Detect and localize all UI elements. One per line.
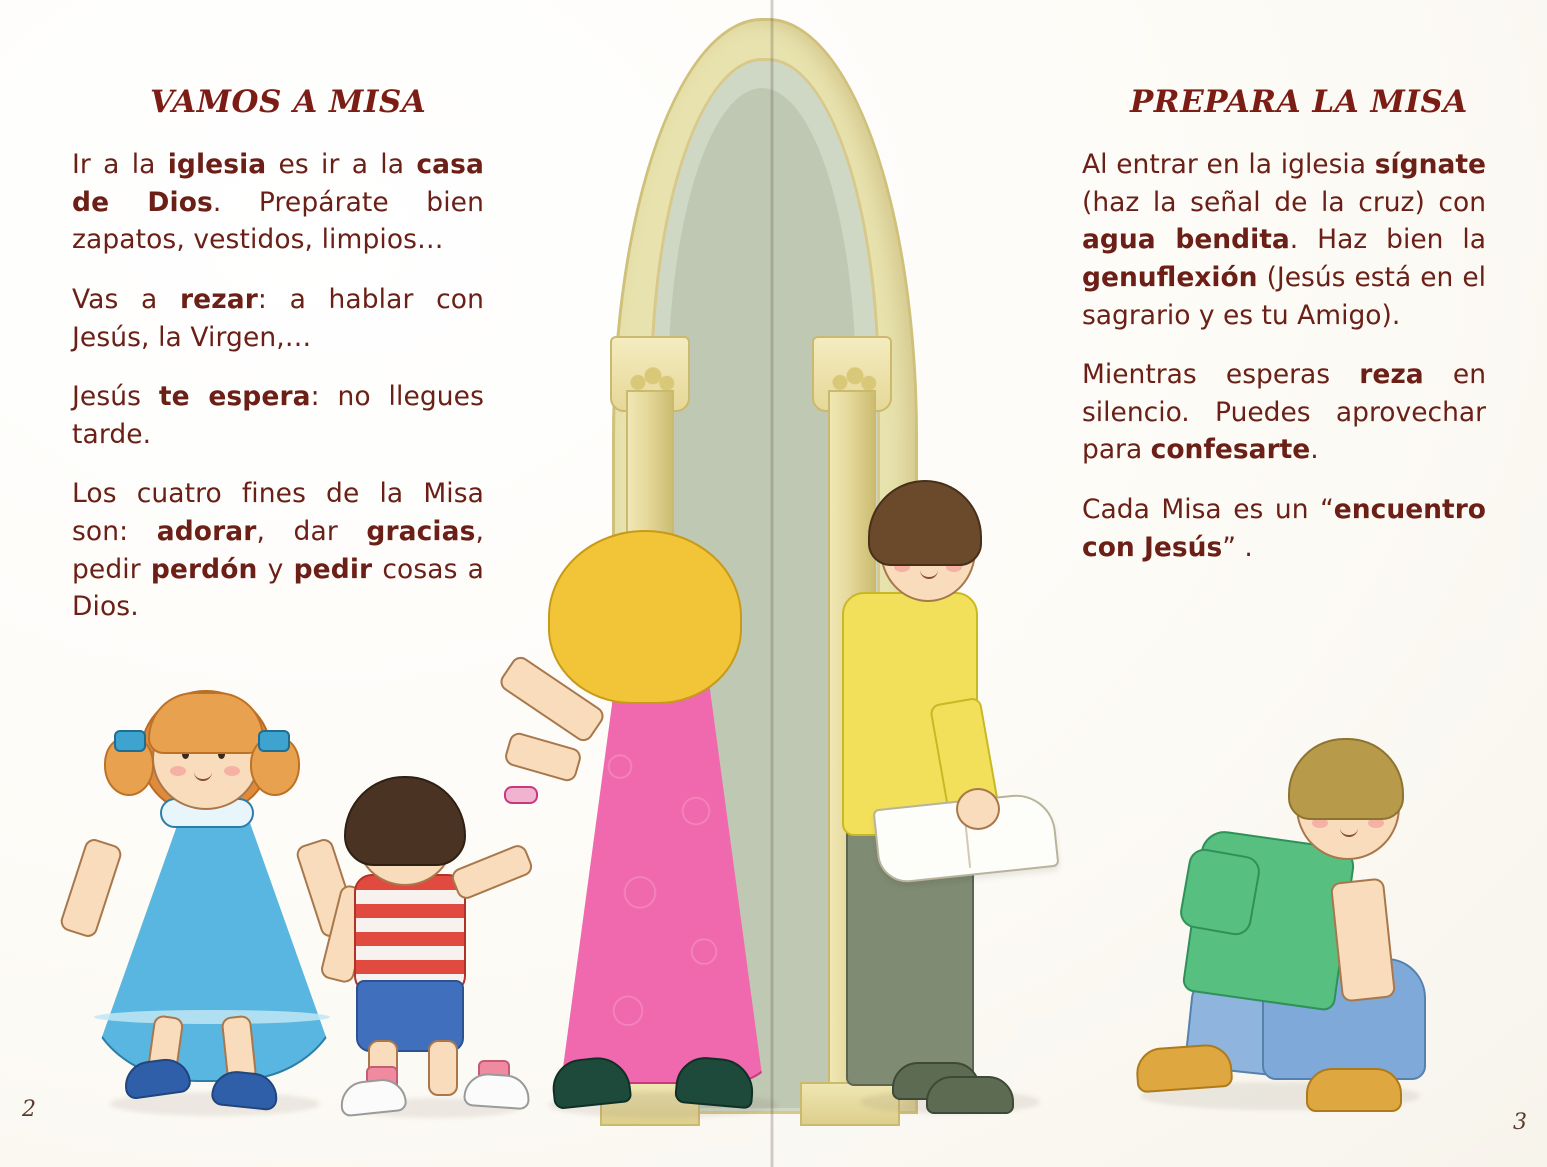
body-text: Los cuatro fines de la Misa son: [72, 478, 484, 547]
emphasis-text: pedir [293, 553, 373, 585]
paragraph [72, 378, 484, 453]
body-text: y [257, 553, 294, 585]
emphasis-text: iglesia [167, 149, 267, 180]
body-text: , pedir [72, 516, 485, 585]
book-gutter-fold [770, 0, 774, 1167]
body-text: . Haz bien la [1289, 224, 1486, 256]
emphasis-text: rezar [180, 283, 258, 315]
body-text: cosas a Dios. [72, 553, 484, 623]
emphasis-text: encuentro con Jesús [1082, 494, 1486, 563]
emphasis-text: agua bendita [1082, 224, 1290, 256]
paragraph [1082, 356, 1486, 469]
body-text: ” . [1222, 531, 1253, 563]
page-number-right: 3 [1513, 1110, 1527, 1135]
body-text: : no llegues tarde. [72, 381, 484, 450]
paragraph [72, 475, 484, 626]
right-page-paragraphs [1082, 146, 1486, 566]
emphasis-text: sígnate [1374, 149, 1486, 180]
body-text: : a hablar con Jesús, la Virgen,… [72, 283, 484, 353]
emphasis-text: confesarte [1150, 434, 1311, 466]
paragraph [72, 281, 484, 356]
body-text: (Jesús está en el sagrario y es tu Amigo). [1082, 261, 1486, 331]
emphasis-text: gracias [366, 516, 476, 547]
right-page-text-column [1082, 84, 1486, 588]
body-text: Vas a [72, 283, 180, 315]
body-text: Jesús [72, 381, 159, 413]
paragraph [1082, 491, 1486, 566]
paragraph [1082, 146, 1486, 334]
body-text: Ir a la [72, 149, 168, 180]
left-page-text-column [72, 84, 484, 648]
body-text: Mientras esperas [1082, 359, 1360, 391]
paragraph [72, 146, 484, 259]
emphasis-text: te espera [158, 381, 311, 413]
body-text: . Prepárate bien zapatos, vestidos, limpios… [72, 186, 484, 256]
right-page-heading: PREPARA LA MISA [1130, 84, 1468, 120]
body-text: es ir a la [266, 149, 417, 180]
left-page-paragraphs [72, 146, 484, 626]
body-text: , dar [256, 516, 367, 547]
body-text: en silencio. Puedes aprovechar para [1082, 359, 1486, 466]
emphasis-text: casa de Dios [72, 149, 484, 218]
emphasis-text: perdón [150, 553, 258, 585]
page-number-left: 2 [22, 1097, 36, 1122]
body-text: Cada Misa es un “ [1082, 494, 1334, 525]
body-text: Al entrar en la iglesia [1082, 149, 1375, 180]
body-text: . [1310, 434, 1319, 466]
emphasis-text: genuflexión [1082, 261, 1258, 293]
left-page-heading: VAMOS A MISA [150, 84, 427, 120]
emphasis-text: adorar [156, 516, 257, 547]
body-text: (haz la señal de la cruz) con [1082, 186, 1486, 218]
emphasis-text: reza [1359, 359, 1424, 391]
